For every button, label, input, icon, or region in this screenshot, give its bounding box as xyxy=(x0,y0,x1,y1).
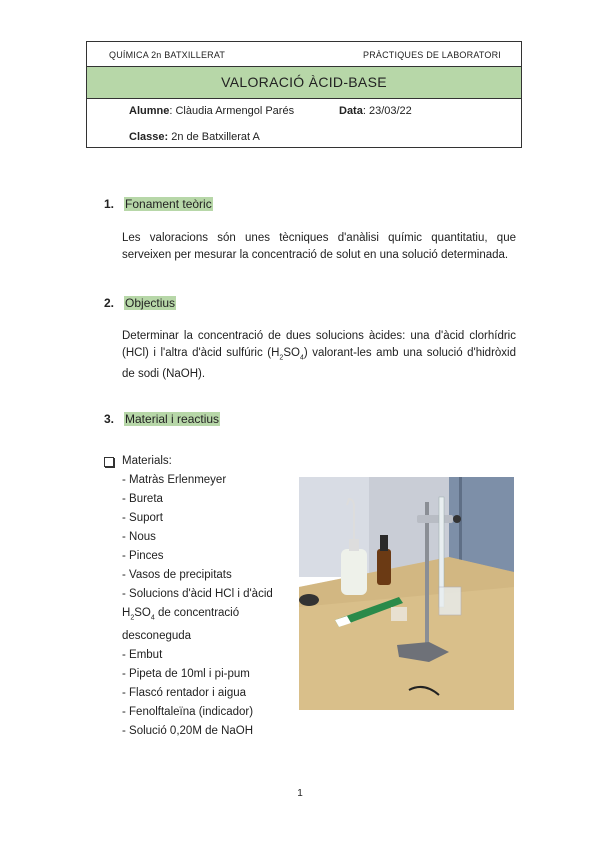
subscript: 4 xyxy=(299,354,304,362)
date-info xyxy=(339,105,412,117)
formula-part: de concentració xyxy=(154,607,240,619)
materials-heading xyxy=(104,452,292,471)
formula-part: H xyxy=(122,607,131,619)
subscript: 2 xyxy=(130,614,135,622)
section-number: 3. xyxy=(104,412,115,426)
section-heading-1 xyxy=(104,197,213,211)
section-title: Objectius xyxy=(125,296,176,310)
section-number: 2. xyxy=(104,296,115,310)
list-item: - Pinces xyxy=(122,550,164,562)
section-label: PRÀCTIQUES DE LABORATORI xyxy=(363,50,501,60)
list-item xyxy=(122,604,292,627)
section-2-text xyxy=(122,328,516,383)
class-value: 2n de Batxillerat A xyxy=(168,131,260,143)
list-item: - Matràs Erlenmeyer xyxy=(122,474,227,486)
section-heading-2 xyxy=(104,296,176,310)
page-number: 1 xyxy=(297,788,303,799)
objective-text-c: ) valorant-les amb una solució d'hidròxid de sodi (NaOH). xyxy=(122,347,516,381)
subject-label: QUÍMICA 2n BATXILLERAT xyxy=(109,50,226,60)
list-item: - Pipeta de 10ml i pi-pum xyxy=(122,668,250,681)
section-title: Material i reactius xyxy=(125,412,220,426)
subscript: 4 xyxy=(150,614,155,622)
materials-items xyxy=(104,471,292,741)
subscript: 2 xyxy=(279,354,284,362)
formula-part: SO xyxy=(134,607,151,619)
list-item: - Solucions d'àcid HCl i d'àcid xyxy=(122,588,273,600)
student-label: Alumne xyxy=(129,105,170,117)
class-info xyxy=(129,131,260,143)
objective-text-b: SO xyxy=(283,347,300,359)
student-info xyxy=(129,105,294,117)
section-number: 1. xyxy=(104,197,115,211)
section-title: Fonament teòric xyxy=(125,197,212,211)
student-value: : Clàudia Armengol Parés xyxy=(169,105,295,117)
list-item: - Solució 0,20M de NaOH xyxy=(122,725,254,738)
list-item: - Embut xyxy=(122,649,163,662)
document-header xyxy=(86,41,522,148)
list-item: - Bureta xyxy=(122,493,163,505)
lab-setup-illustration xyxy=(299,477,514,710)
section-heading-3 xyxy=(104,412,220,426)
header-top-row xyxy=(87,42,521,66)
objective-text-a: Determinar la concentració de dues solucions àcides: una d'àcid clorhídric (HCl) i l'altra d'àcid sulfúric (H xyxy=(122,330,516,359)
date-label: Data xyxy=(339,105,363,117)
section-1-text: Les valoracions són unes tècniques d'anàlisi químic quantitatiu, que serveixen per mesurar la concentració de solut en una solució determinada. xyxy=(122,232,516,261)
materials-list xyxy=(104,452,292,741)
list-item: - Vasos de precipitats xyxy=(122,569,232,581)
date-value: : 23/03/22 xyxy=(362,105,412,117)
list-item: - Nous xyxy=(122,531,156,543)
lab-setup-photo xyxy=(299,477,514,710)
list-item: - Fenolftaleïna (indicador) xyxy=(122,706,254,719)
document-title: VALORACIÓ ÀCID-BASE xyxy=(87,66,521,99)
list-item: - Flascó rentador i aigua xyxy=(122,687,247,700)
list-item: desconeguda xyxy=(122,630,192,643)
materials-heading-label: Materials: xyxy=(122,455,172,467)
checkbox-bullet-icon xyxy=(104,457,114,467)
list-item: - Suport xyxy=(122,512,163,524)
class-label: Classe: xyxy=(129,131,169,143)
